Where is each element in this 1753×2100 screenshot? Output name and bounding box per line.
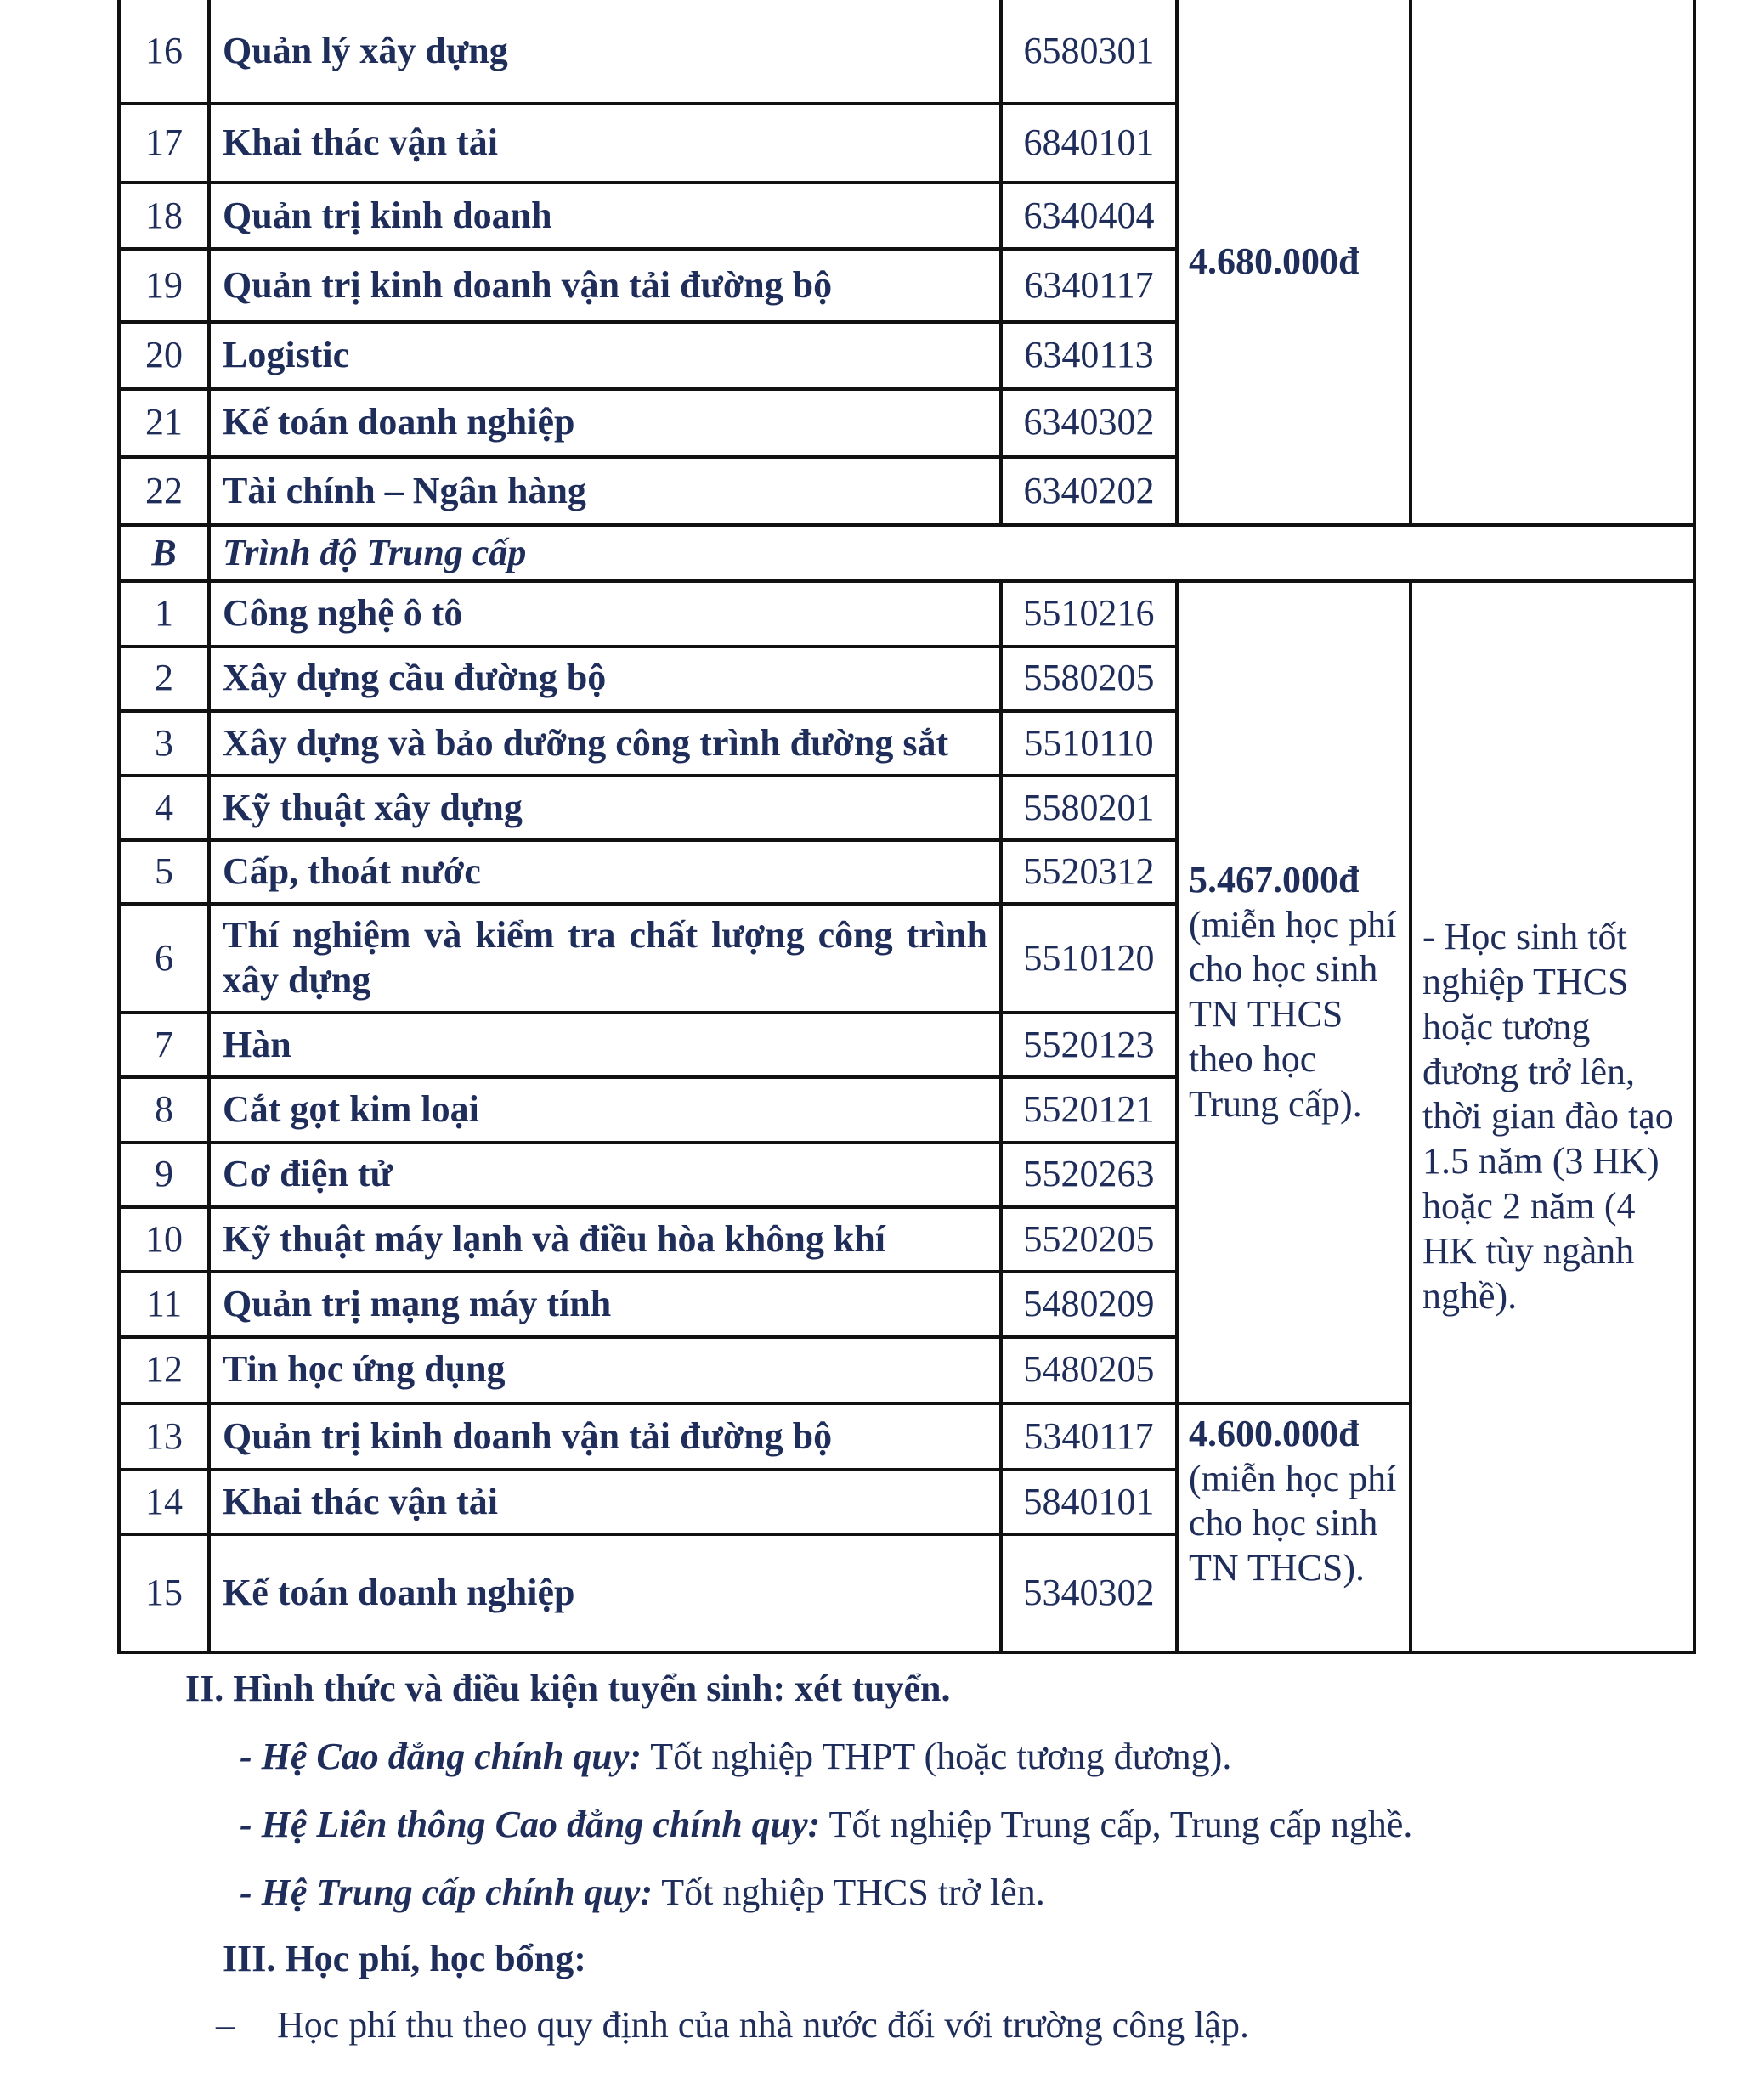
condition-text: Tốt nghiệp THCS trở lên. (653, 1871, 1045, 1913)
program-code: 5520123 (1001, 1013, 1177, 1077)
section-header-row (119, 525, 1694, 581)
tuition-fee-amount: 5.467.000đ (1189, 858, 1360, 900)
program-name: Kỹ thuật xây dựng (209, 776, 1001, 840)
program-name: Tin học ứng dụng (209, 1337, 1001, 1403)
row-number: 7 (119, 1013, 209, 1077)
row-number: 16 (119, 0, 209, 104)
program-code: 5340117 (1001, 1403, 1177, 1470)
program-name: Xây dựng và bảo dưỡng công trình đường sắt (209, 711, 1001, 776)
row-number: 12 (119, 1337, 209, 1403)
row-number: 15 (119, 1534, 209, 1652)
row-number: 13 (119, 1403, 209, 1470)
program-code: 5510216 (1001, 581, 1177, 646)
condition-item (240, 1871, 1045, 1914)
program-code: 5510120 (1001, 904, 1177, 1013)
condition-item (240, 1735, 1231, 1778)
program-name: Hàn (209, 1013, 1001, 1077)
tuition-policy-text: Học phí thu theo quy định của nhà nước đối với trường công lập. (277, 2004, 1249, 2046)
condition-text: Tốt nghiệp Trung cấp, Trung cấp nghề. (820, 1804, 1413, 1845)
section-title: Trình độ Trung cấp (209, 525, 1694, 581)
row-number: 19 (119, 249, 209, 322)
note-cell (1411, 0, 1694, 525)
program-code: 6840101 (1001, 104, 1177, 182)
program-name: Cắt gọt kim loại (209, 1077, 1001, 1142)
program-code: 6340117 (1001, 249, 1177, 322)
program-code: 6580301 (1001, 0, 1177, 104)
section-ii-heading: II. Hình thức và điều kiện tuyển sinh: xét tuyển. (185, 1668, 951, 1709)
program-code: 5520263 (1001, 1143, 1177, 1207)
program-name: Khai thác vận tải (209, 104, 1001, 182)
program-code: 5520312 (1001, 840, 1177, 903)
condition-item (240, 1803, 1412, 1846)
program-code: 5520205 (1001, 1207, 1177, 1272)
row-number: 22 (119, 457, 209, 525)
row-number: 14 (119, 1470, 209, 1534)
section-iii-heading: III. Học phí, học bổng: (223, 1938, 586, 1979)
condition-label: - Hệ Cao đẳng chính quy: (240, 1736, 642, 1777)
program-name: Quản trị kinh doanh vận tải đường bộ (209, 249, 1001, 322)
program-name: Cấp, thoát nước (209, 840, 1001, 903)
program-name: Quản trị mạng máy tính (209, 1272, 1001, 1336)
tuition-fee-cell (1177, 581, 1411, 1403)
note-cell (1411, 581, 1694, 1652)
row-number: 1 (119, 581, 209, 646)
row-number: 20 (119, 322, 209, 388)
program-code: 5520121 (1001, 1077, 1177, 1142)
program-code: 5480205 (1001, 1337, 1177, 1403)
tuition-fee-cell (1177, 0, 1411, 525)
tuition-fee-note: (miễn học phí cho học sinh TN THCS). (1189, 1457, 1397, 1589)
program-name: Thí nghiệm và kiểm tra chất lượng công trình xây dựng (209, 904, 1001, 1013)
program-name: Kế toán doanh nghiệp (209, 389, 1001, 457)
program-name: Xây dựng cầu đường bộ (209, 646, 1001, 711)
program-code: 5510110 (1001, 711, 1177, 776)
row-number: 10 (119, 1207, 209, 1272)
program-name: Công nghệ ô tô (209, 581, 1001, 646)
program-code: 6340202 (1001, 457, 1177, 525)
row-number: 4 (119, 776, 209, 840)
section-number: B (119, 525, 209, 581)
program-code: 6340302 (1001, 389, 1177, 457)
condition-label: - Hệ Trung cấp chính quy: (240, 1871, 653, 1913)
tuition-fee-amount: 4.600.000đ (1189, 1412, 1360, 1454)
program-code: 5580201 (1001, 776, 1177, 840)
program-name: Logistic (209, 322, 1001, 388)
program-name: Kế toán doanh nghiệp (209, 1534, 1001, 1652)
program-name: Quản trị kinh doanh (209, 183, 1001, 249)
tuition-fee-amount: 4.680.000đ (1189, 240, 1360, 282)
row-number: 6 (119, 904, 209, 1013)
table-row (119, 0, 1694, 104)
program-name: Quản lý xây dựng (209, 0, 1001, 104)
tuition-fee-cell (1177, 1403, 1411, 1652)
tuition-fee-note: (miễn học phí cho học sinh TN THCS theo học Trung cấp). (1189, 903, 1397, 1125)
row-number: 8 (119, 1077, 209, 1142)
program-code: 5840101 (1001, 1470, 1177, 1534)
row-number: 18 (119, 183, 209, 249)
program-code: 6340404 (1001, 183, 1177, 249)
row-number: 9 (119, 1143, 209, 1207)
program-code: 5580205 (1001, 646, 1177, 711)
program-code: 5480209 (1001, 1272, 1177, 1336)
row-number: 2 (119, 646, 209, 711)
program-name: Tài chính – Ngân hàng (209, 457, 1001, 525)
program-code: 6340113 (1001, 322, 1177, 388)
program-code: 5340302 (1001, 1534, 1177, 1652)
admission-note: - Học sinh tốt nghiệp THCS hoặc tương đương trở lên, thời gian đào tạo 1.5 năm (3 HK) hoặc 2 năm (4 HK tùy ngành nghề). (1422, 916, 1674, 1317)
row-number: 17 (119, 104, 209, 182)
program-name: Cơ điện tử (209, 1143, 1001, 1207)
condition-text: Tốt nghiệp THPT (hoặc tương đương). (642, 1736, 1232, 1777)
row-number: 21 (119, 389, 209, 457)
row-number: 5 (119, 840, 209, 903)
condition-label: - Hệ Liên thông Cao đẳng chính quy: (240, 1804, 821, 1845)
program-name: Khai thác vận tải (209, 1470, 1001, 1534)
table-row (119, 581, 1694, 646)
list-bullet: – (216, 2004, 235, 2046)
admissions-table (117, 0, 1696, 1654)
program-name: Quản trị kinh doanh vận tải đường bộ (209, 1403, 1001, 1470)
row-number: 3 (119, 711, 209, 776)
row-number: 11 (119, 1272, 209, 1336)
program-name: Kỹ thuật máy lạnh và điều hòa không khí (209, 1207, 1001, 1272)
